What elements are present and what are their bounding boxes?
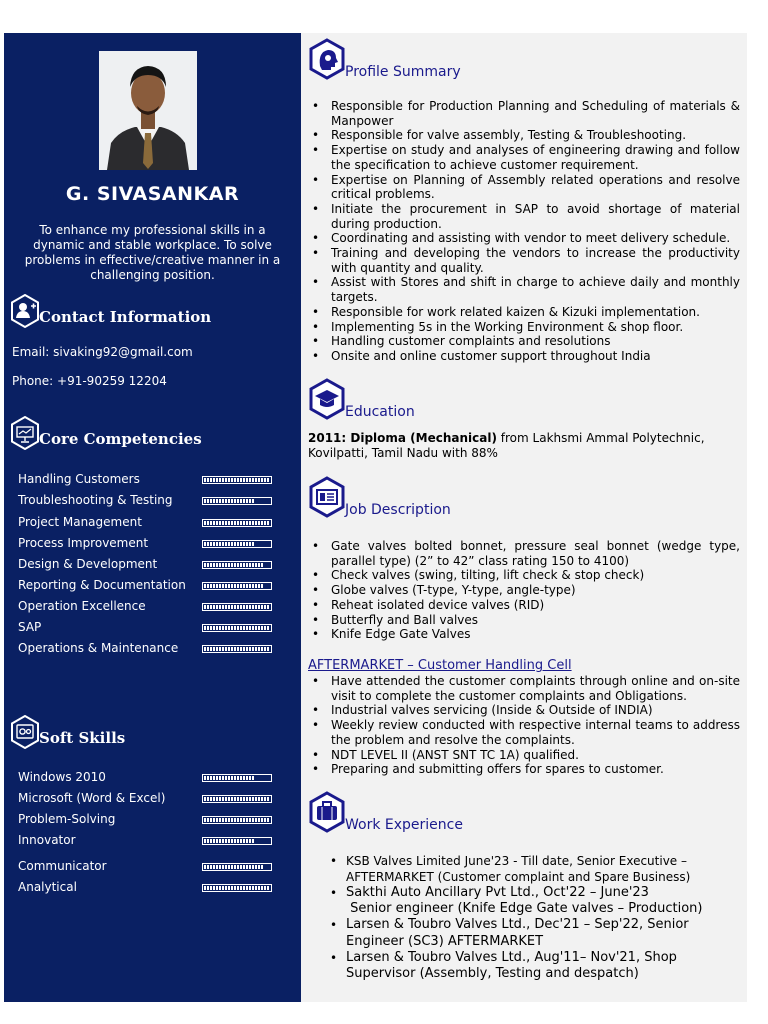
career-objective: To enhance my professional skills in a dynamic and stable workplace. To solve problems in effective/creative manner in a challenging position.: [24, 223, 281, 282]
work-entry-role: AFTERMARKET (Customer complaint and Spare Business): [346, 870, 691, 884]
work-entry-title: • Larsen & Toubro Valves Ltd., Dec'21 – Sep'22, Senior: [346, 917, 689, 933]
main-content: [301, 33, 747, 1002]
skill-level-bar: [202, 582, 272, 590]
graduation-cap-icon: [308, 378, 346, 420]
skill-level-bar: [202, 603, 272, 611]
work-entry-title: • Sakthi Auto Ancillary Pvt Ltd., Oct'22 – June'23: [346, 885, 649, 900]
skill-level-bar: [202, 645, 272, 653]
skill-label: Handling Customers: [18, 472, 140, 486]
skill-level-bar: [202, 519, 272, 527]
skill-row: [18, 878, 278, 896]
skill-level-bar: [202, 774, 272, 782]
user-plus-icon: [10, 294, 40, 328]
list-item: • Coordinating and assisting with vendor to meet delivery schedule.: [308, 231, 740, 246]
skill-label: Analytical: [18, 880, 77, 894]
list-item: • Industrial valves servicing (Inside & Outside of INDIA): [308, 703, 740, 718]
skill-row: [18, 639, 278, 657]
skill-label: Windows 2010: [18, 770, 106, 784]
skill-level-fill: [204, 818, 270, 822]
skill-level-bar: [202, 561, 272, 569]
list-item: • Weekly review conducted with respective internal teams to address the problem and resolve the complaints.: [308, 718, 740, 747]
skill-level-fill: [204, 865, 263, 869]
skill-level-fill: [204, 563, 263, 567]
skill-level-fill: [204, 605, 270, 609]
contact-heading: [10, 294, 300, 328]
work-entry: [308, 917, 740, 949]
education-entry: [308, 431, 738, 461]
skill-level-fill: [204, 478, 270, 482]
skill-label: Reporting & Documentation: [18, 578, 186, 592]
skill-row: [18, 789, 278, 807]
list-item: • Gate valves bolted bonnet, pressure seal bonnet (wedge type, parallel type) (2” to 42” class rating 150 to 4100): [308, 539, 740, 568]
aftermarket-list: [308, 674, 740, 777]
list-item: • Butterfly and Ball valves: [308, 613, 740, 628]
skill-row: [18, 491, 278, 509]
list-item: • Responsible for valve assembly, Testing & Troubleshooting.: [308, 128, 740, 143]
skill-level-fill: [204, 839, 254, 843]
work-entry: [308, 853, 740, 885]
list-item: • Knife Edge Gate Valves: [308, 627, 740, 642]
education-degree: 2011: Diploma (Mechanical): [308, 431, 497, 445]
skill-level-bar: [202, 837, 272, 845]
resume-page: [4, 33, 747, 1002]
skill-level-bar: [202, 476, 272, 484]
skill-level-bar: [202, 795, 272, 803]
skill-level-bar: [202, 884, 272, 892]
skill-row: [18, 597, 278, 615]
list-item: • Expertise on Planning of Assembly related operations and resolve critical problems.: [308, 173, 740, 202]
skill-level-fill: [204, 647, 270, 651]
education-heading: [308, 378, 738, 420]
skill-row: [18, 831, 278, 849]
skill-label: Troubleshooting & Testing: [18, 493, 173, 507]
list-item: • Globe valves (T-type, Y-type, angle-type): [308, 583, 740, 598]
skill-level-fill: [204, 521, 270, 525]
skill-label: Operations & Maintenance: [18, 641, 179, 655]
skill-label: SAP: [18, 620, 42, 634]
skill-level-bar: [202, 540, 272, 548]
work-heading: [308, 791, 738, 833]
skill-row: [18, 534, 278, 552]
list-item: • Expertise on study and analyses of engineering drawing and follow the specification to achieve customer requirement.: [308, 143, 740, 172]
skill-level-fill: [204, 797, 270, 801]
skill-row: [18, 513, 278, 531]
skill-label: Operation Excellence: [18, 599, 146, 613]
skill-level-fill: [204, 886, 270, 890]
work-entry: [308, 885, 740, 917]
skill-label: Process Improvement: [18, 536, 149, 550]
skill-level-bar: [202, 816, 272, 824]
job-heading: [308, 476, 738, 518]
skill-level-bar: [202, 863, 272, 871]
work-entry-role: Engineer (SC3) AFTERMARKET: [346, 933, 544, 949]
id-card-icon: [308, 476, 346, 518]
soft-skills-heading-label: Soft Skills: [39, 729, 126, 747]
list-item: • Implementing 5s in the Working Environment & shop floor.: [308, 320, 740, 335]
skill-level-fill: [204, 626, 270, 630]
education-heading-label: Education: [345, 404, 415, 420]
aftermarket-title: AFTERMARKET – Customer Handling Cell: [308, 658, 572, 673]
list-item: • Reheat isolated device valves (RID): [308, 598, 740, 613]
list-item: • Initiate the procurement in SAP to avoid shortage of material during production.: [308, 202, 740, 231]
job-description-list: [308, 539, 740, 642]
skill-level-bar: [202, 624, 272, 632]
job-heading-label: Job Description: [345, 502, 451, 518]
skill-row: [18, 810, 278, 828]
work-entry: [308, 950, 740, 982]
profile-heading: [308, 38, 738, 80]
list-item: • Responsible for work related kaizen & Kizuki implementation.: [308, 305, 740, 320]
list-item: • Onsite and online customer support throughout India: [308, 349, 740, 364]
skill-label: Problem-Solving: [18, 812, 116, 826]
skill-level-fill: [204, 584, 263, 588]
email-text: Email: sivaking92@gmail.com: [12, 345, 193, 359]
soft-skills-heading: [10, 715, 300, 749]
list-item: • Preparing and submitting offers for spares to customer.: [308, 762, 740, 777]
competencies-heading-label: Core Competencies: [39, 430, 202, 448]
skill-row: [18, 618, 278, 636]
skill-label: Design & Development: [18, 557, 158, 571]
list-item: • Training and developing the vendors to increase the productivity with quantity and quality.: [308, 246, 740, 275]
list-item: • Have attended the customer complaints through online and on-site visit to complete the customer complaints and Obligations.: [308, 674, 740, 703]
gears-screen-icon: [10, 715, 40, 749]
profile-heading-label: Profile Summary: [345, 64, 461, 80]
briefcase-icon: [308, 791, 346, 833]
skill-level-fill: [204, 542, 254, 546]
education-details: from Lakhsmi Ammal Polytechnic, Kovilpatti, Tamil Nadu with 88%: [308, 431, 705, 460]
work-entry-role: Senior engineer (Knife Edge Gate valves – Production): [346, 901, 703, 917]
head-gears-icon: [308, 38, 346, 80]
presentation-board-icon: [10, 416, 40, 450]
work-heading-label: Work Experience: [345, 817, 463, 833]
skill-row: [18, 470, 278, 488]
phone-text: Phone: +91-90259 12204: [12, 374, 167, 388]
profile-summary-list: [308, 99, 740, 364]
skill-label: Communicator: [18, 859, 107, 873]
work-entry-title: • Larsen & Toubro Valves Ltd., Aug'11– Nov'21, Shop: [346, 949, 677, 965]
skill-label: Innovator: [18, 833, 76, 847]
list-item: • Handling customer complaints and resolutions: [308, 334, 740, 349]
skill-label: Microsoft (Word & Excel): [18, 791, 166, 805]
skill-row: [18, 768, 278, 786]
contact-heading-label: Contact Information: [39, 308, 212, 326]
work-experience-list: [308, 853, 740, 982]
skill-level-fill: [204, 499, 254, 503]
list-item: • Check valves (swing, tilting, lift check & stop check): [308, 568, 740, 583]
skill-row: [18, 555, 278, 573]
list-item: • NDT LEVEL II (ANST SNT TC 1A) qualified.: [308, 748, 740, 763]
sidebar: [4, 33, 301, 1002]
profile-photo: [99, 51, 197, 170]
candidate-name: G. SIVASANKAR: [65, 183, 240, 205]
skill-level-fill: [204, 776, 254, 780]
competencies-heading: [10, 416, 300, 450]
skill-row: [18, 857, 278, 875]
skill-level-bar: [202, 497, 272, 505]
work-entry-title: • KSB Valves Limited June'23 - Till date, Senior Executive –: [346, 854, 688, 868]
list-item: • Responsible for Production Planning and Scheduling of materials & Manpower: [308, 99, 740, 128]
work-entry-role: Supervisor (Assembly, Testing and despatch): [346, 966, 639, 982]
skill-row: [18, 576, 278, 594]
skill-label: Project Management: [18, 515, 142, 529]
list-item: • Assist with Stores and shift in charge to achieve daily and monthly targets.: [308, 275, 740, 304]
